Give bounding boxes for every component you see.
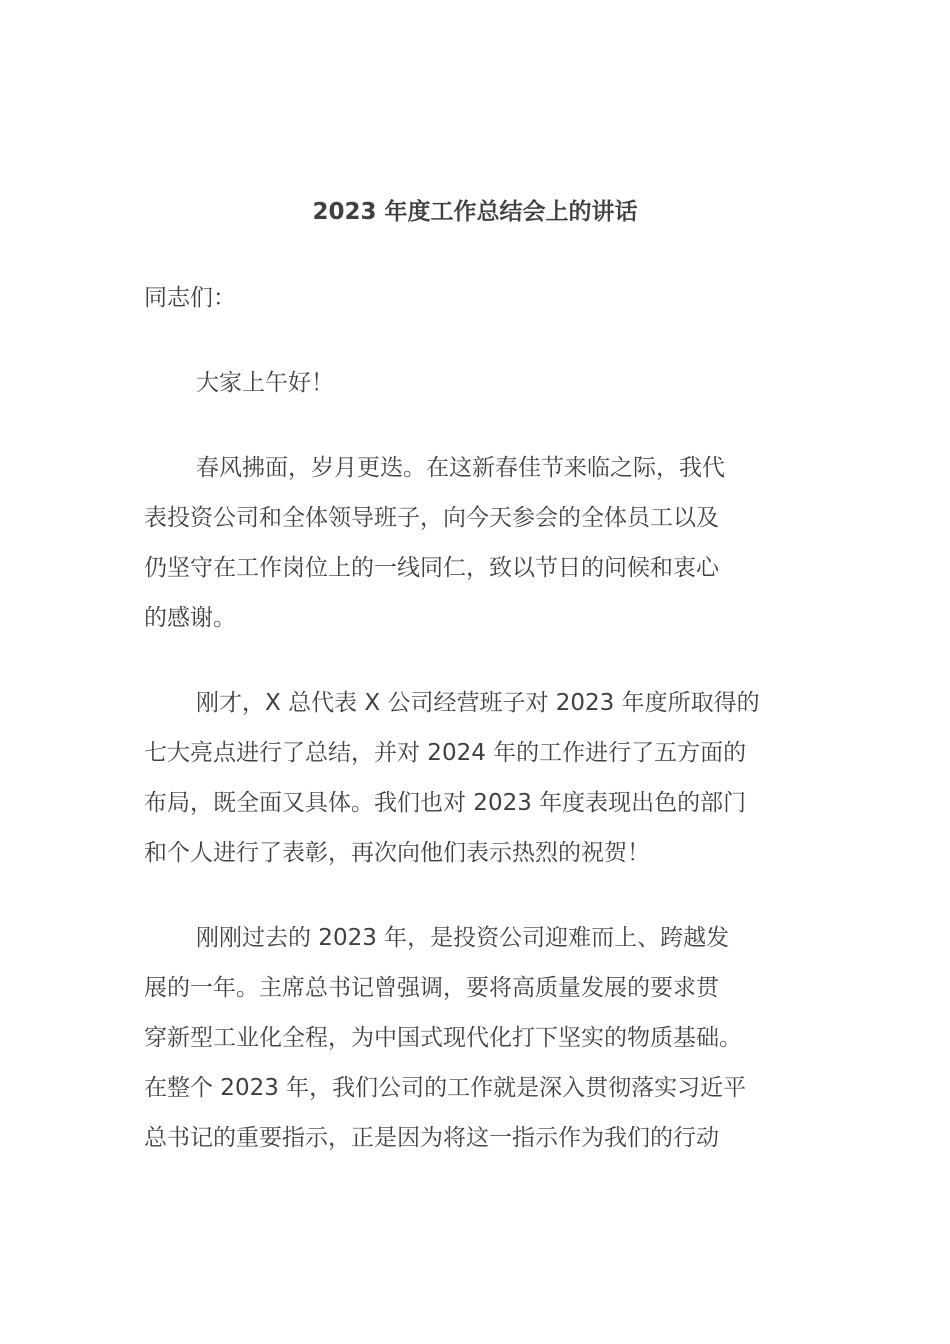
- paragraph-line: 仍坚守在工作岗位上的一线同仁，致以节日的问候和衷心: [144, 555, 719, 581]
- paragraph-line: 的感谢。: [144, 605, 236, 631]
- paragraph-line: 在整个 2023 年，我们公司的工作就是深入贯彻落实习近平: [144, 1075, 747, 1101]
- paragraph-spring-festival: [144, 443, 810, 643]
- paragraph-summary: [144, 678, 810, 878]
- paragraph-line: 布局，既全面又具体。我们也对 2023 年度表现出色的部门: [144, 790, 747, 816]
- paragraph-line: 穿新型工业化全程，为中国式现代化打下坚实的物质基础。: [144, 1025, 742, 1051]
- paragraph-line: 和个人进行了表彰，再次向他们表示热烈的祝贺！: [144, 840, 650, 866]
- document-title: 2023 年度工作总结会上的讲话: [312, 199, 638, 225]
- paragraph-greeting: [144, 358, 810, 408]
- paragraph-line: 刚刚过去的 2023 年，是投资公司迎难而上、跨越发: [196, 925, 730, 951]
- paragraph-past-year: [144, 913, 810, 1163]
- paragraph-line: 总书记的重要指示，正是因为将这一指示作为我们的行动: [144, 1125, 719, 1151]
- paragraph-line: 展的一年。主席总书记曾强调，要将高质量发展的要求贯: [144, 975, 719, 1001]
- paragraph-line: 七大亮点进行了总结，并对 2024 年的工作进行了五方面的: [144, 740, 747, 766]
- paragraph-line: 表投资公司和全体领导班子，向今天参会的全体员工以及: [144, 505, 719, 531]
- paragraph-line: 春风拂面，岁月更迭。在这新春佳节来临之际，我代: [196, 455, 725, 481]
- paragraph-line: 大家上午好！: [196, 370, 334, 396]
- paragraph-line: 刚才，X 总代表 X 公司经营班子对 2023 年度所取得的: [196, 690, 760, 716]
- salutation: 同志们：: [144, 285, 236, 311]
